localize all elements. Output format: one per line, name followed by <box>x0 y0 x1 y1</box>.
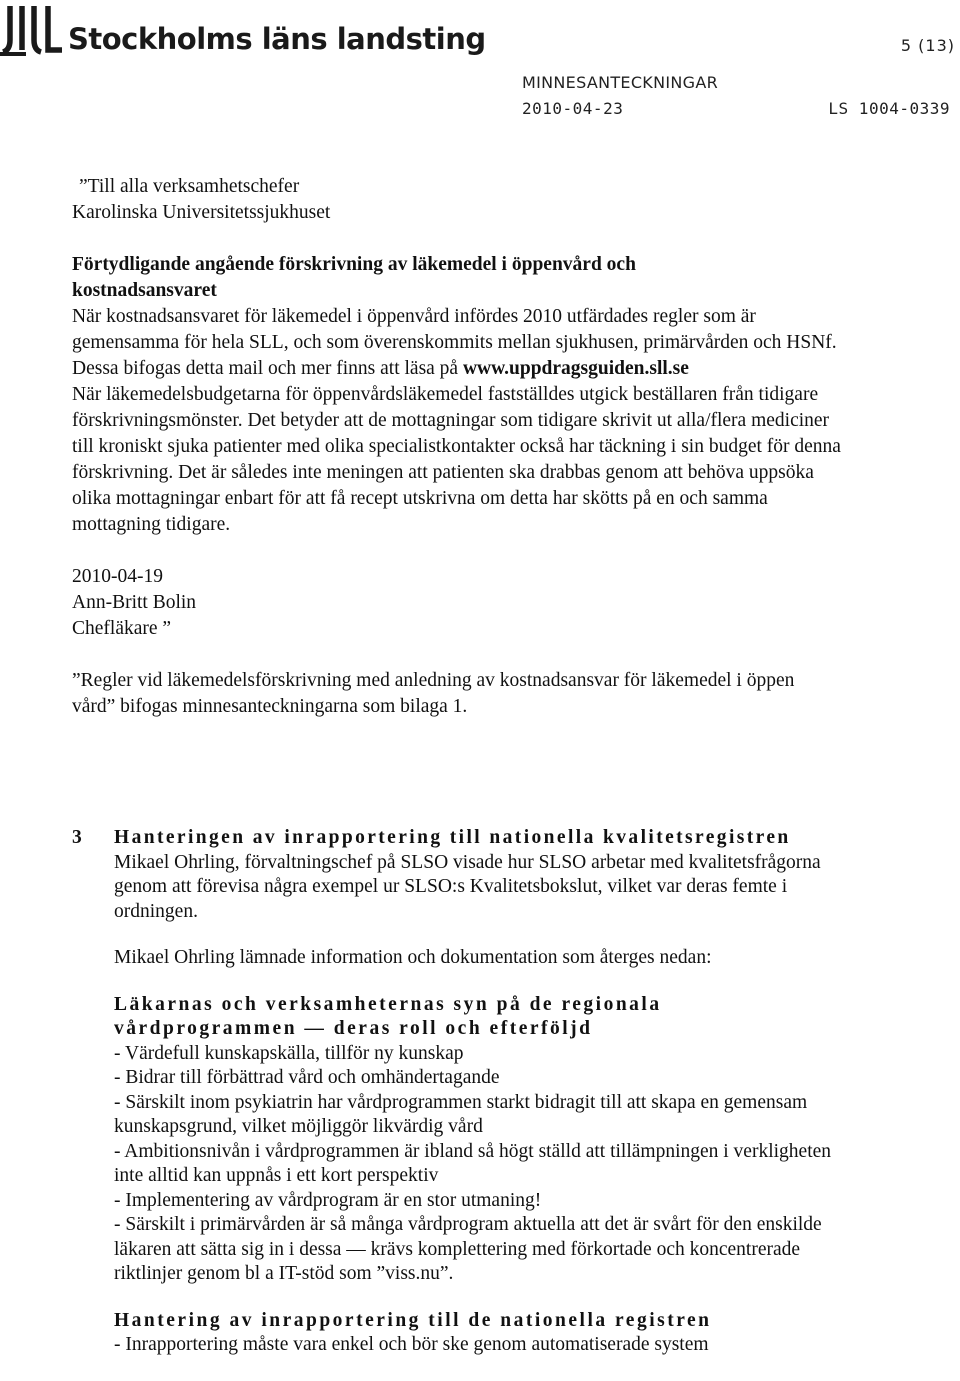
list-item: - Särskilt i primärvården är så många vårdprogram aktuella att det är svårt för den enskilde läkaren att sätta sig in i dessa — krävs komplettering med förkortade och koncentrerade riktlinjer genom bl a IT-stöd som ”viss.nu”. <box>114 1214 822 1284</box>
attachment-note: ”Regler vid läkemedelsförskrivning med anledning av kostnadsansvar för läkemedel i öppen vård” bifogas minnesanteckningarna som bilaga 1. <box>72 670 795 717</box>
list-item: - Särskilt inom psykiatrin har vårdprogrammen starkt bidragit till att skapa en gemensam kunskapsgrund, vilket möjliggör likvärdig vård <box>114 1091 808 1137</box>
org-name: Stockholms läns landsting <box>68 22 486 56</box>
subsection-title: Läkarnas och verksamheternas syn på de regionala <box>114 993 662 1015</box>
signature-title: Chefläkare ” <box>72 618 172 639</box>
letter-heading: Förtydligande angående förskrivning av läkemedel i öppenvård och <box>72 254 636 275</box>
quoted-letter <box>72 174 842 720</box>
letter-paragraph-text: När kostnadsansvaret för läkemedel i öppenvård infördes 2010 utfärdades regler som är gemensamma för hela SLL, och som överenskommits mellan sjukhusen, primärvården och HSNf. Dessa bifogas detta mail och mer finns att läsa på <box>72 306 837 379</box>
letter-paragraph: När läkemedelsbudgetarna för öppenvårdsläkemedel fastställdes utgick beställaren från tidigare förskrivningsmönster. Det betyder att de mottagningar som tidigare skrivit ut alla/flera mediciner till kroniskt sjuka patienter med olika specialistkontakter också har täckning i sin budget för denna förskrivning. Det är således inte meningen att patienten ska drabbas genom att behöva uppsöka olika mottagningar enbart för att få recept utskrivna om detta har skötts på en och samma mottagning tidigare. <box>72 384 841 535</box>
signature-date: 2010-04-19 <box>72 566 163 587</box>
letter-heading: kostnadsansvaret <box>72 280 217 301</box>
section-3 <box>72 826 842 1358</box>
list-item: - Bidrar till förbättrad vård och omhändertagande <box>114 1067 500 1088</box>
website-link[interactable]: www.uppdragsguiden.sll.se <box>462 358 689 379</box>
section-paragraph: Mikael Ohrling lämnade information och dokumentation som återges nedan: <box>114 947 712 968</box>
list-item: - Implementering av vårdprogram är en stor utmaning! <box>114 1189 542 1211</box>
list-item: - Inrapportering måste vara enkel och bör ske genom automatiserade system <box>114 1334 709 1355</box>
document-type: MINNESANTECKNINGAR <box>522 73 719 92</box>
section-heading <box>72 826 842 851</box>
document-header <box>0 0 960 118</box>
document-date: 2010-04-23 <box>522 99 624 118</box>
sll-logo-icon <box>0 6 62 56</box>
subsection-title: vårdprogrammen — deras roll och efterföljd <box>114 1018 593 1039</box>
section-number: 3 <box>72 827 82 848</box>
recipient-line: ”Till alla verksamhetschefer <box>79 176 300 197</box>
section-paragraph: Mikael Ohrling, förvaltningschef på SLSO visade hur SLSO arbetar med kvalitetsfrågorna genom att förevisa några exempel ur SLSO:s Kvalitetsbokslut, vilket var deras femte i ordningen. <box>114 851 821 922</box>
subsection-title: Hantering av inrapportering till de nationella registren <box>114 1309 712 1331</box>
list-item: - Ambitionsnivån i vårdprogrammen är ibland så högt ställd att tillämpningen i verkligheten inte alltid kan uppnås i ett kort perspektiv <box>114 1140 832 1186</box>
list-item: - Värdefull kunskapskälla, tillför ny kunskap <box>114 1042 464 1064</box>
section-body <box>72 851 842 1358</box>
section-title: Hanteringen av inrapportering till nationella kvalitetsregistren <box>114 827 791 848</box>
recipient-line: Karolinska Universitetssjukhuset <box>72 202 331 223</box>
letter-paragraph <box>72 304 842 382</box>
page-number: 5 (13) <box>900 36 955 55</box>
document-reference: LS 1004-0339 <box>828 99 950 118</box>
signature-name: Ann-Britt Bolin <box>72 592 197 613</box>
sll-logo <box>0 0 486 56</box>
